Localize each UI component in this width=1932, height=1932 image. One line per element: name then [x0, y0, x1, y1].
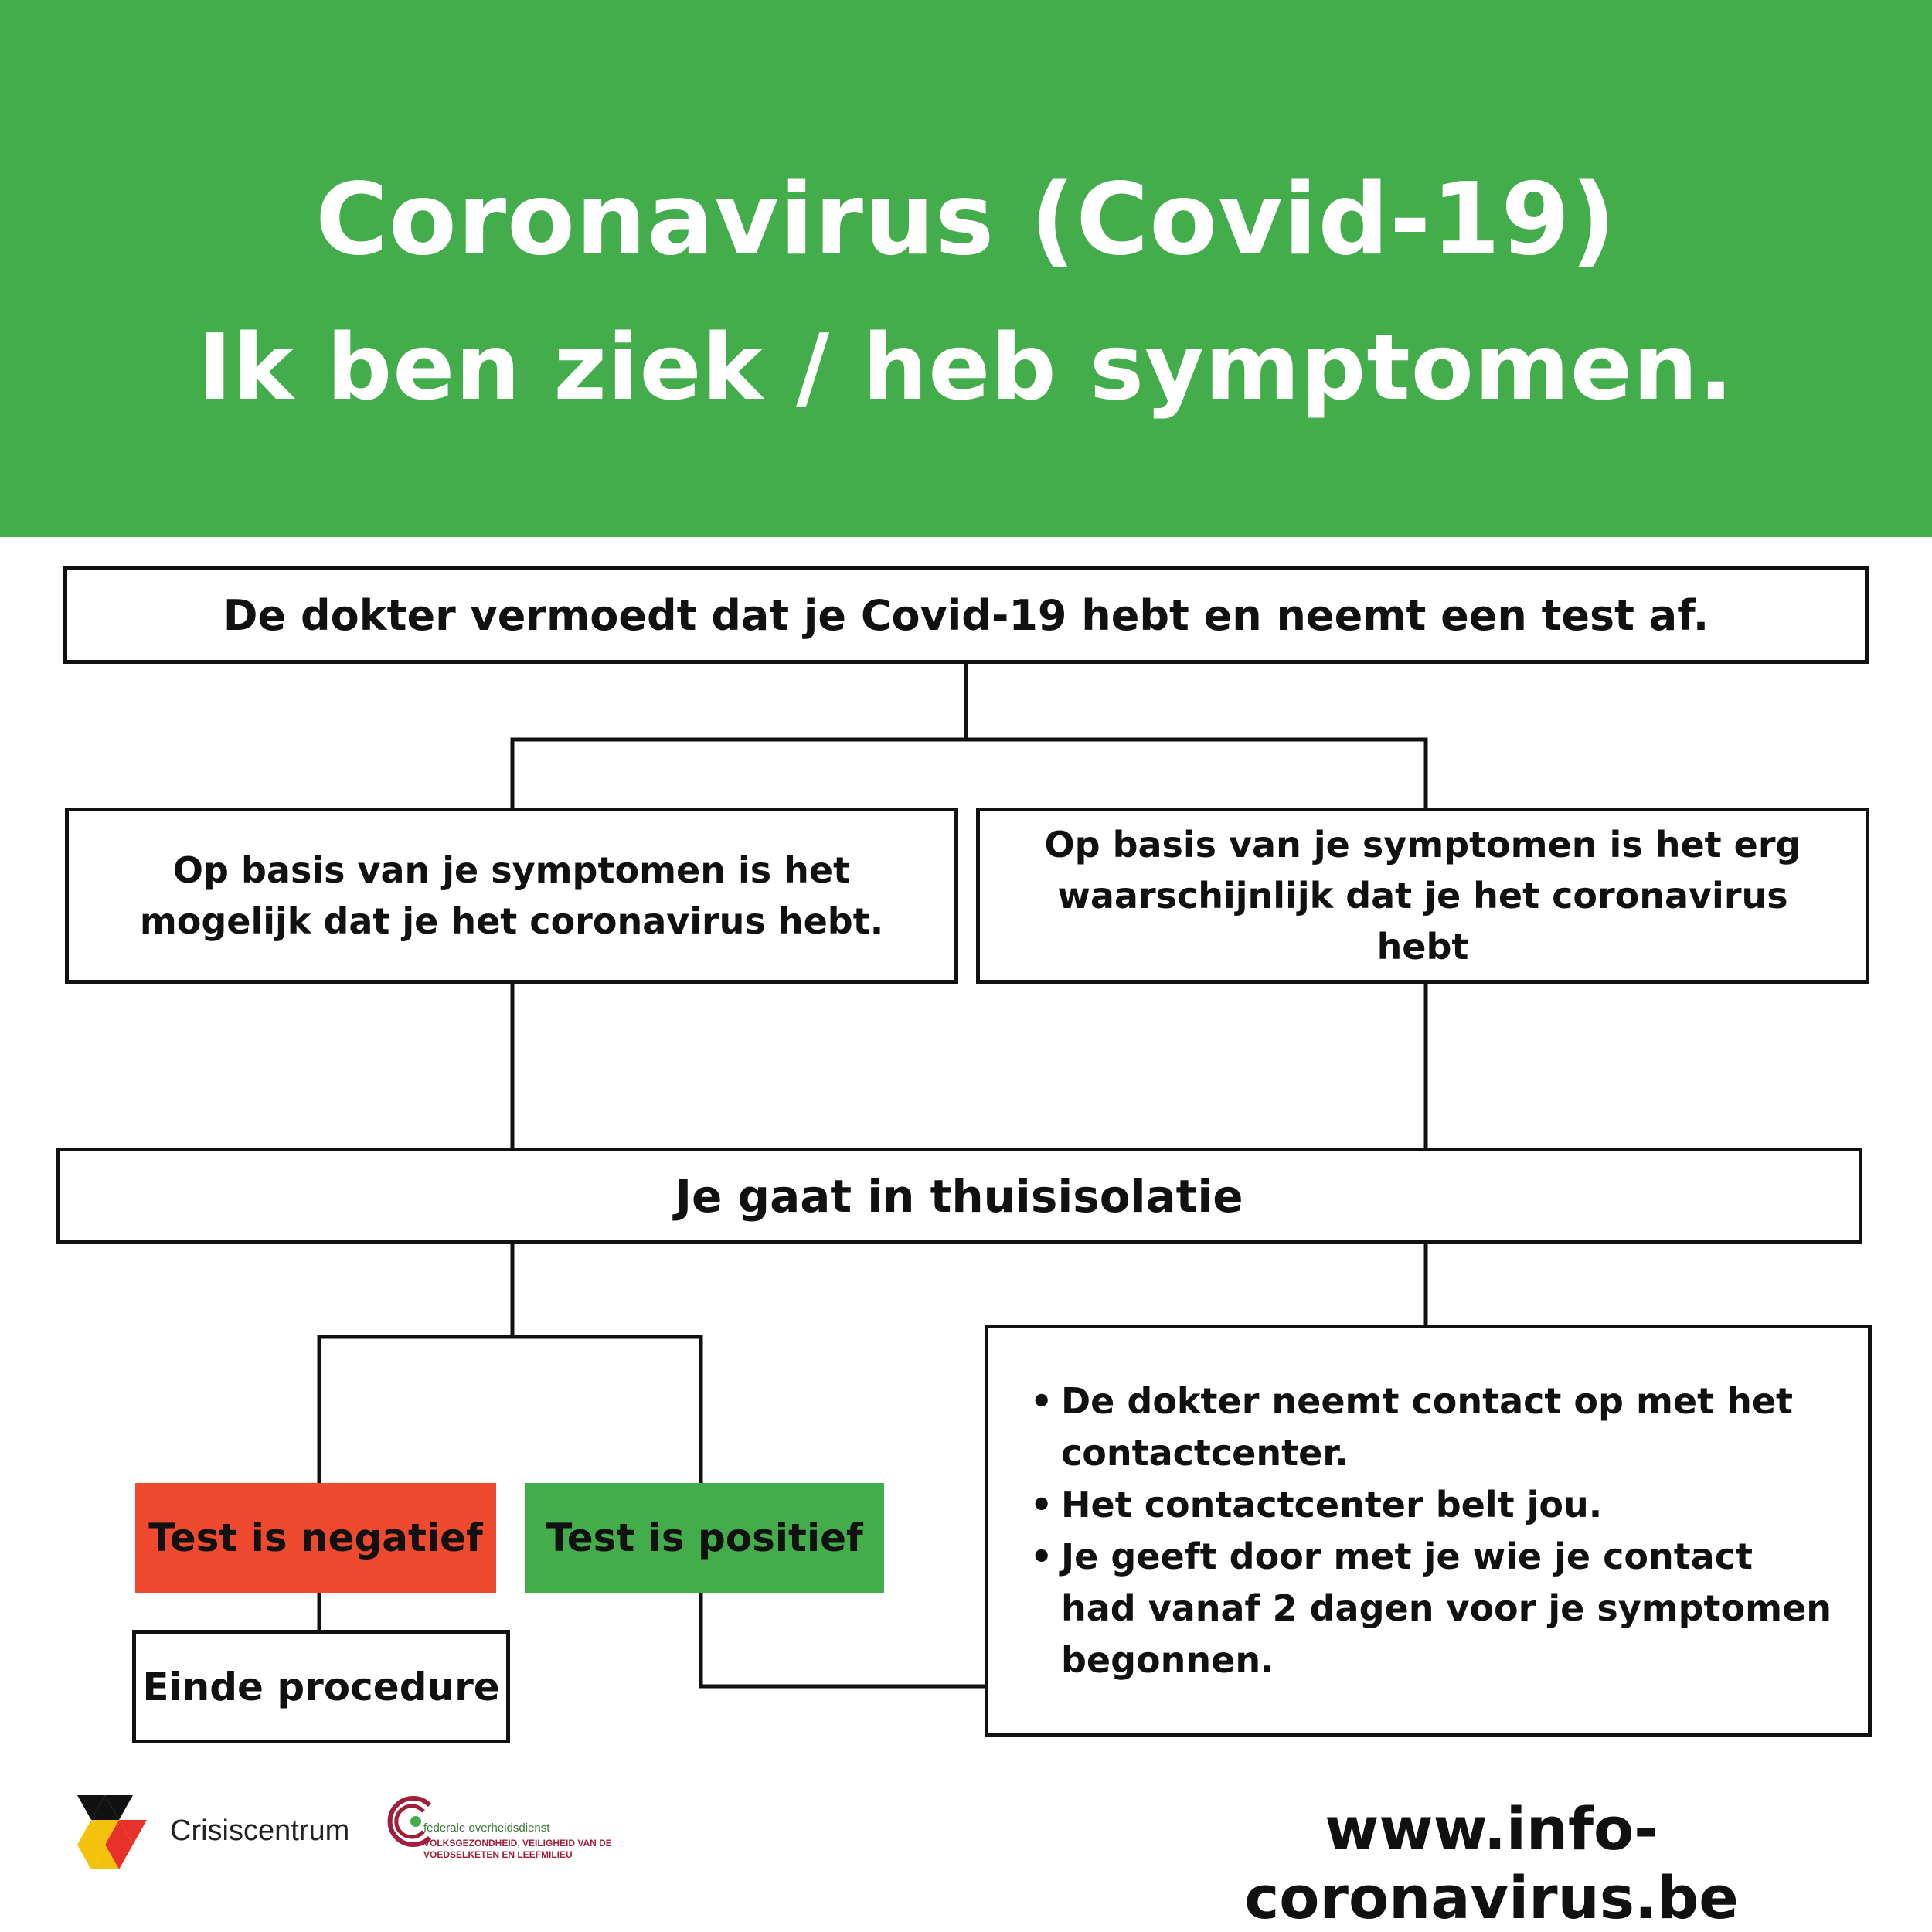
fod-label: federale overheidsdienst [423, 1821, 550, 1835]
contact-steps-list [988, 1376, 1837, 1686]
list-item: • Het contactcenter belt jou. [1030, 1479, 1837, 1531]
home-isolation-box: Je gaat in thuisisolatie [56, 1148, 1862, 1244]
list-item: • Je geeft door met je wie je contact had vanaf 2 dagen voor je symptomen begonnen. [1030, 1531, 1837, 1686]
connector-positive-contact [701, 1593, 985, 1686]
crisiscentrum-label: Crisiscentrum [170, 1815, 350, 1847]
end-procedure-box: Einde procedure [132, 1630, 510, 1743]
connector-split-top [512, 740, 1426, 808]
page-subtitle: Ik ben ziek / heb symptomen. [198, 314, 1734, 420]
page-title: Coronavirus (Covid-19) [315, 162, 1617, 277]
likely-covid-box: Op basis van je symptomen is het erg waarschijnlijk dat je het coronavirus hebt [976, 808, 1869, 984]
doctor-test-box: De dokter vermoedt dat je Covid-19 hebt en neemt een test af. [63, 566, 1869, 664]
test-positive-box: Test is positief [525, 1483, 884, 1593]
test-negative-box: Test is negatief [135, 1483, 496, 1593]
contact-tracing-box [985, 1325, 1872, 1737]
fod-name: VOLKSGEZONDHEID, VEILIGHEID VAN DE VOEDSELKETEN EN LEEFMILIEU [423, 1838, 612, 1860]
possible-covid-box: Op basis van je symptomen is het mogelijk dat je het coronavirus hebt. [65, 808, 958, 984]
connector-split-tests [319, 1337, 701, 1483]
list-item: • De dokter neemt contact op met het contactcenter. [1030, 1376, 1837, 1479]
website-link[interactable]: www.info-coronavirus.be [1244, 1794, 1739, 1932]
crisiscentrum-logo-icon [77, 1795, 162, 1869]
